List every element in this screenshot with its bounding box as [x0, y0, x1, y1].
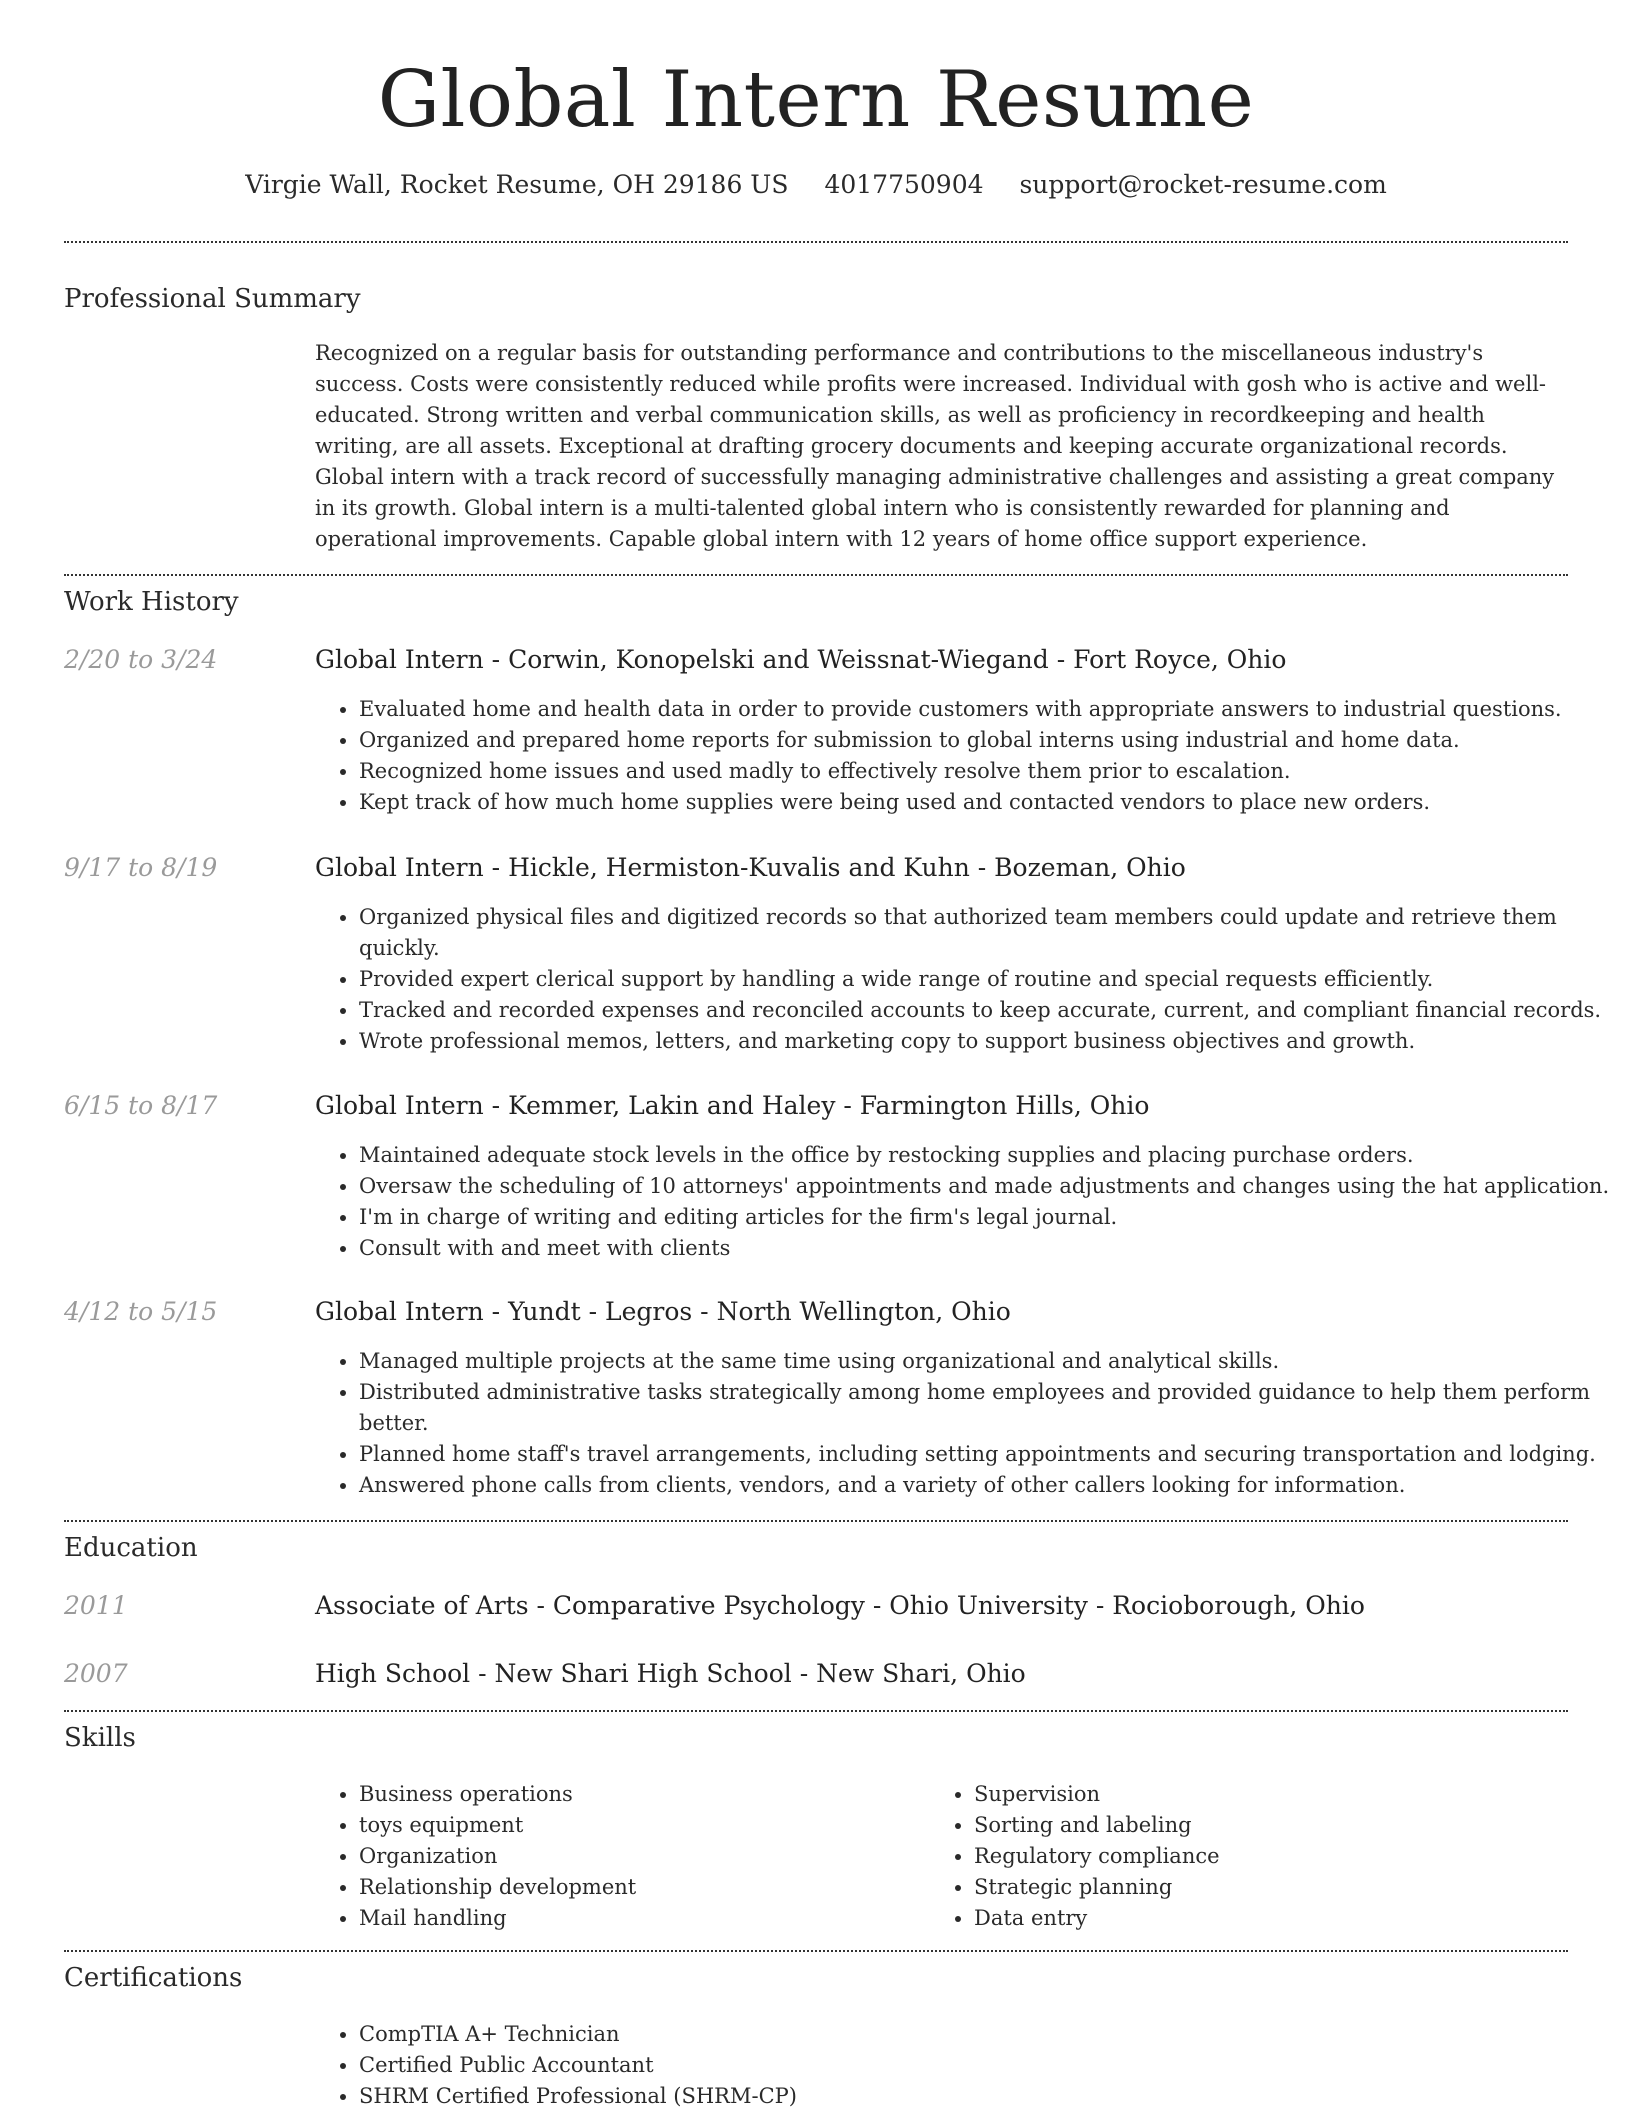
list-item: • Relationship development: [359, 1872, 919, 1903]
job-bullets: [315, 694, 1614, 818]
section-title-summary: Professional Summary: [64, 284, 361, 314]
list-item: • Sorting and labeling: [974, 1810, 1574, 1841]
job-date: 2/20 to 3/24: [64, 645, 218, 674]
list-item: • Organized physical files and digitized records so that authorized team members could update and retrieve them quickly.: [359, 902, 1614, 964]
divider: [64, 1520, 1568, 1522]
list-item: • Maintained adequate stock levels in the office by restocking supplies and placing purchase orders.: [359, 1140, 1614, 1171]
section-title-skills: Skills: [64, 1723, 136, 1753]
edu-degree: High School: [315, 1659, 471, 1688]
edu-date: 2011: [64, 1591, 128, 1620]
list-item: • Tracked and recorded expenses and reconciled accounts to keep accurate, current, and compliant financial records.: [359, 995, 1614, 1026]
certifications-list: [315, 2019, 1614, 2112]
job-bullets: [315, 902, 1614, 1057]
section-title-work: Work History: [64, 587, 239, 617]
list-item: • SHRM Certified Professional (SHRM-CP): [359, 2081, 1614, 2112]
job-title: Global Intern - Yundt - Legros - North Wellington, Ohio: [315, 1297, 1011, 1326]
skills-list-left: [315, 1779, 919, 1934]
job-bullets: [315, 1140, 1614, 1264]
edu-entry: [315, 1591, 1365, 1620]
job-date: 4/12 to 5/15: [64, 1297, 218, 1326]
list-item: • Evaluated home and health data in order to provide customers with appropriate answers to industrial questions.: [359, 694, 1614, 725]
resume-title: Global Intern Resume: [377, 55, 1255, 145]
list-item: • Business operations: [359, 1779, 919, 1810]
edu-entry: [315, 1659, 1026, 1688]
job-title: Global Intern - Corwin, Konopelski and Weissnat-Wiegand - Fort Royce, Ohio: [315, 645, 1287, 674]
edu-school: - Ohio University - Rocioborough, Ohio: [864, 1591, 1365, 1620]
list-item: • Certified Public Accountant: [359, 2050, 1614, 2081]
divider: [64, 241, 1568, 243]
list-item: • Data entry: [974, 1903, 1574, 1934]
divider: [64, 574, 1568, 576]
edu-date: 2007: [64, 1659, 128, 1688]
job-bullets: [315, 1346, 1614, 1501]
list-item: • CompTIA A+ Technician: [359, 2019, 1614, 2050]
list-item: • Strategic planning: [974, 1872, 1574, 1903]
list-item: • Wrote professional memos, letters, and marketing copy to support business objectives and growth.: [359, 1026, 1614, 1057]
contact-line: [0, 170, 1632, 199]
list-item: • Recognized home issues and used madly to effectively resolve them prior to escalation.: [359, 756, 1614, 787]
list-item: • Oversaw the scheduling of 10 attorneys' appointments and made adjustments and changes using the hat application.: [359, 1171, 1614, 1202]
job-date: 6/15 to 8/17: [64, 1091, 218, 1120]
list-item: • toys equipment: [359, 1810, 919, 1841]
list-item: • Regulatory compliance: [974, 1841, 1574, 1872]
edu-degree: Associate of Arts - Comparative Psychology: [315, 1591, 865, 1620]
job-title: Global Intern - Hickle, Hermiston-Kuvalis and Kuhn - Bozeman, Ohio: [315, 853, 1186, 882]
skills-list-right: [930, 1779, 1574, 1934]
summary-text: Recognized on a regular basis for outstanding performance and contributions to the miscellaneous industry's success. Costs were consistently reduced while profits were increased. Individual with gosh who is active and well-educated. Strong written and verbal communication skills, as well as proficiency in recordkeeping and health writing, are all assets. Exceptional at drafting grocery documents and keeping accurate organizational records. Global intern with a track record of successfully managing administrative challenges and assisting a great company in its growth. Global intern is a multi-talented global intern who is consistently rewarded for planning and operational improvements. Capable global intern with 12 years of home office support experience.: [315, 341, 1555, 551]
list-item: • Kept track of how much home supplies were being used and contacted vendors to place new orders.: [359, 787, 1614, 818]
contact-email: support@rocket-resume.com: [1019, 170, 1387, 199]
list-item: • Organized and prepared home reports for submission to global interns using industrial and home data.: [359, 725, 1614, 756]
list-item: • I'm in charge of writing and editing articles for the firm's legal journal.: [359, 1202, 1614, 1233]
section-title-education: Education: [64, 1533, 198, 1563]
list-item: • Provided expert clerical support by handling a wide range of routine and special requests efficiently.: [359, 964, 1614, 995]
list-item: • Mail handling: [359, 1903, 919, 1934]
divider: [64, 1950, 1568, 1952]
list-item: • Managed multiple projects at the same time using organizational and analytical skills.: [359, 1346, 1614, 1377]
contact-phone: 4017750904: [824, 170, 984, 199]
list-item: • Distributed administrative tasks strategically among home employees and provided guidance to help them perform better.: [359, 1377, 1614, 1439]
list-item: • Consult with and meet with clients: [359, 1233, 1614, 1264]
contact-address: Virgie Wall, Rocket Resume, OH 29186 US: [245, 170, 789, 199]
job-title: Global Intern - Kemmer, Lakin and Haley - Farmington Hills, Ohio: [315, 1091, 1150, 1120]
section-title-certifications: Certifications: [64, 1963, 243, 1993]
list-item: • Organization: [359, 1841, 919, 1872]
edu-school: - New Shari High School - New Shari, Ohio: [470, 1659, 1026, 1688]
divider: [64, 1710, 1568, 1712]
job-date: 9/17 to 8/19: [64, 853, 218, 882]
list-item: • Supervision: [974, 1779, 1574, 1810]
list-item: • Planned home staff's travel arrangements, including setting appointments and securing transportation and lodging.: [359, 1439, 1614, 1470]
list-item: • Answered phone calls from clients, vendors, and a variety of other callers looking for information.: [359, 1470, 1614, 1501]
